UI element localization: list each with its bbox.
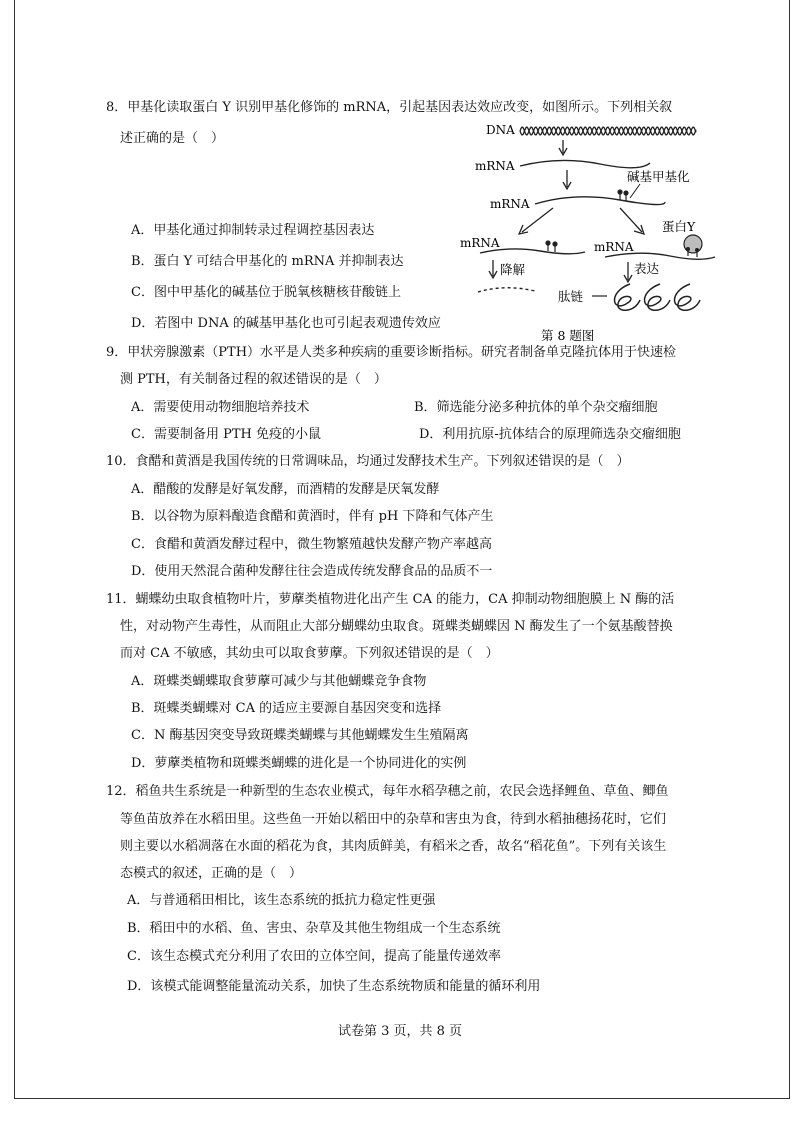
figure-label-mrna-2: mRNA — [490, 197, 530, 211]
q8-stem-line1: 8．甲基化读取蛋白 Y 识别甲基化修饰的 mRNA，引起基因表达效应改变，如图所示。下列相关叙 — [106, 100, 673, 115]
figure-label-protein-y: 蛋白Y — [662, 219, 696, 234]
q12-option-a: A．与普通稻田相比，该生态系统的抵抗力稳定性更强 — [127, 893, 436, 908]
q11-stem-line2: 性，对动物产生毒性，从而阻止大部分蝴蝶幼虫取食。斑蝶类蝴蝶因 N 酶发生了一个氨基酸替换 — [120, 619, 673, 634]
q10-option-a: A．醋酸的发酵是好氧发酵，而酒精的发酵是厌氧发酵 — [131, 482, 440, 497]
q12-option-c: C．该生态模式充分利用了农田的立体空间，提高了能量传递效率 — [127, 949, 501, 964]
q11-stem-line3: 而对 CA 不敏感，其幼虫可以取食萝藦。下列叙述错误的是（ ） — [120, 646, 499, 661]
page-footer: 试卷第 3 页，共 8 页 — [337, 1024, 463, 1039]
q10-option-b: B．以谷物为原料酿造食醋和黄酒时，伴有 pH 下降和气体产生 — [131, 509, 494, 524]
q12-option-b: B．稻田中的水稻、鱼、害虫、杂草及其他生物组成一个生态系统 — [127, 921, 501, 936]
figure-caption: 第 8 题图 — [541, 328, 595, 343]
q11-option-a: A．斑蝶类蝴蝶取食萝藦可减少与其他蝴蝶竞争食物 — [131, 674, 427, 689]
q11-option-b: B．斑蝶类蝴蝶对 CA 的适应主要源自基因突变和选择 — [131, 701, 442, 716]
q8-stem-line2: 述正确的是（ ） — [120, 131, 225, 146]
q12-stem-line1: 12．稻鱼共生系统是一种新型的生态农业模式，每年水稻孕穗之前，农民会选择鲤鱼、草鱼、鲫鱼 — [106, 784, 669, 799]
q9-option-d: D．利用抗原-抗体结合的原理筛选杂交瘤细胞 — [419, 427, 681, 442]
q8-option-b: B．蛋白 Y 可结合甲基化的 mRNA 并抑制表达 — [131, 254, 404, 269]
figure-label-methylation: 碱基甲基化 — [627, 169, 690, 184]
q9-option-a: A．需要使用动物细胞培养技术 — [131, 400, 310, 415]
q10-stem-line1: 10．食醋和黄酒是我国传统的日常调味品，均通过发酵技术生产。下列叙述错误的是（ ） — [106, 454, 630, 469]
q12-stem-line4: 态模式的叙述，正确的是（ ） — [120, 866, 303, 881]
q11-option-d: D．萝藦类植物和斑蝶类蝴蝶的进化是一个协同进化的实例 — [131, 756, 467, 771]
q11-option-c: C．N 酶基因突变导致斑蝶类蝴蝶与其他蝴蝶发生生殖隔离 — [131, 728, 469, 743]
figure-label-dna: DNA — [486, 123, 515, 137]
q10-option-d: D．使用天然混合菌种发酵往往会造成传统发酵食品的品质不一 — [131, 564, 493, 579]
q10-option-c: C．食醋和黄酒发酵过程中，微生物繁殖越快发酵产物产率越高 — [131, 537, 492, 552]
q9-stem-line2: 测 PTH，有关制备过程的叙述错误的是（ ） — [120, 372, 387, 387]
q8-option-c: C．图中甲基化的碱基位于脱氧核糖核苷酸链上 — [131, 285, 401, 300]
figure-label-express: 表达 — [634, 261, 660, 276]
q8-option-a: A．甲基化通过抑制转录过程调控基因表达 — [131, 223, 375, 238]
q9-stem-line1: 9．甲状旁腺激素（PTH）水平是人类多种疾病的重要诊断指标。研究者制备单克隆抗体用于快速检 — [106, 345, 677, 360]
figure-label-peptide: 肽链 — [558, 289, 584, 304]
figure-label-mrna-3: mRNA — [460, 236, 500, 250]
figure-label-mrna-1: mRNA — [475, 159, 515, 173]
q12-option-d: D．该模式能调整能量流动关系，加快了生态系统物质和能量的循环利用 — [127, 979, 541, 994]
q9-option-c: C．需要制备用 PTH 免疫的小鼠 — [131, 427, 321, 442]
q12-stem-line2: 等鱼苗放养在水稻田里。这些鱼一开始以稻田中的杂草和害虫为食，待到水稻抽穗扬花时，它们 — [120, 812, 667, 827]
q12-stem-line3: 则主要以水稻凋落在水面的稻花为食，其肉质鲜美，有稻米之香，故名“稻花鱼”。下列有关该生 — [120, 839, 667, 854]
figure-label-mrna-4: mRNA — [594, 240, 634, 254]
figure-label-degrade: 降解 — [500, 262, 526, 277]
q11-stem-line1: 11．蝴蝶幼虫取食植物叶片，萝藦类植物进化出产生 CA 的能力，CA 抑制动物细胞膜上 N 酶的活 — [106, 592, 675, 607]
q9-option-b: B．筛选能分泌多种抗体的单个杂交瘤细胞 — [414, 400, 658, 415]
q8-option-d: D．若图中 DNA 的碱基甲基化也可引起表观遗传效应 — [131, 316, 441, 331]
